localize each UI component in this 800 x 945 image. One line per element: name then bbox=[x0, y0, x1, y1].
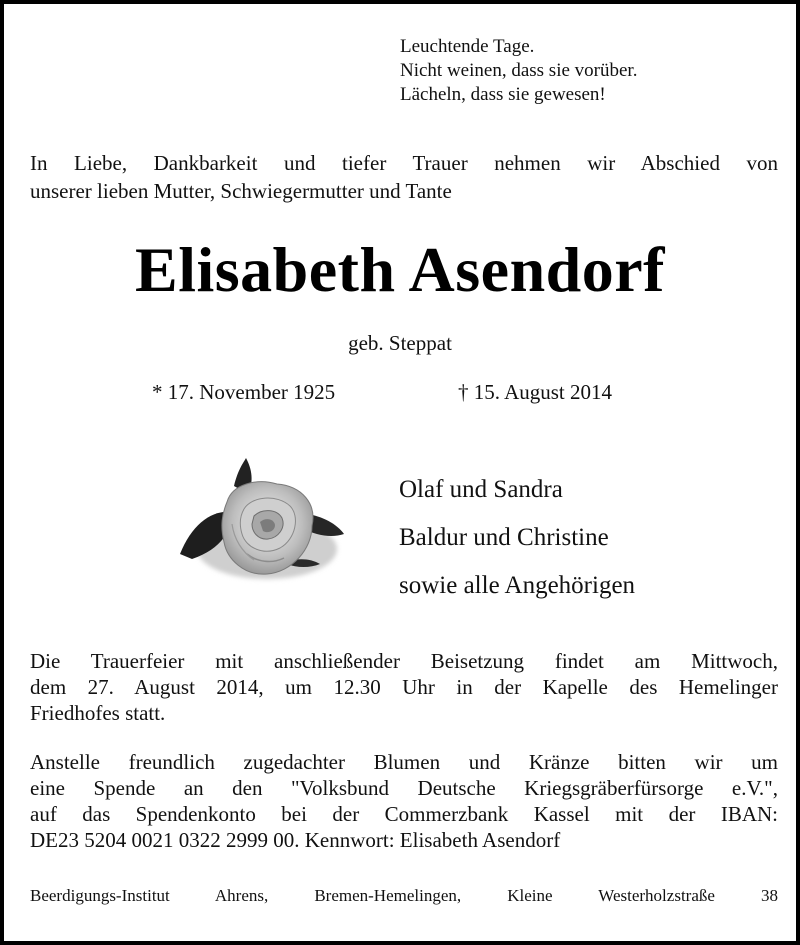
mourner-entry: Olaf und Sandra bbox=[399, 476, 563, 503]
ceremony-info bbox=[30, 648, 778, 726]
mourners-list bbox=[399, 466, 635, 610]
motto-line: Leuchtende Tage. bbox=[400, 36, 535, 57]
donation-line: eine Spende an den "Volksbund Deutsche Kriegsgräberfürsorge e.V.", bbox=[30, 776, 778, 800]
donation-line: auf das Spendenkonto bei der Commerzbank Kassel mit der IBAN: bbox=[30, 802, 778, 826]
funeral-home-footer: Beerdigungs-Institut Ahrens, Bremen-Hemelingen, Kleine Westerholzstraße 38 bbox=[30, 886, 778, 905]
motto-line: Nicht weinen, dass sie vorüber. bbox=[400, 60, 638, 81]
donation-info bbox=[30, 749, 778, 853]
donation-line: DE23 5204 0021 0322 2999 00. Kennwort: Elisabeth Asendorf bbox=[30, 828, 561, 852]
ceremony-line: Die Trauerfeier mit anschließender Beisetzung findet am Mittwoch, bbox=[30, 649, 778, 673]
intro-text bbox=[30, 149, 778, 205]
mourner-entry: Baldur und Christine bbox=[399, 524, 609, 551]
mourner-entry: sowie alle Angehörigen bbox=[399, 572, 636, 599]
maiden-name: geb. Steppat bbox=[348, 331, 452, 355]
motto-line: Lächeln, dass sie gewesen! bbox=[400, 84, 606, 105]
ceremony-line: dem 27. August 2014, um 12.30 Uhr in der Kapelle des Hemelinger bbox=[30, 675, 778, 699]
death-date: † 15. August 2014 bbox=[458, 380, 613, 404]
deceased-name: Elisabeth Asendorf bbox=[135, 234, 665, 305]
birth-date: * 17. November 1925 bbox=[152, 380, 336, 404]
intro-line: unserer lieben Mutter, Schwiegermutter und Tante bbox=[30, 179, 452, 203]
donation-line: Anstelle freundlich zugedachter Blumen und Kränze bitten wir um bbox=[30, 750, 778, 774]
intro-line: In Liebe, Dankbarkeit und tiefer Trauer nehmen wir Abschied von bbox=[30, 151, 778, 175]
rose-icon bbox=[172, 454, 352, 589]
motto-verse bbox=[400, 35, 637, 107]
ceremony-line: Friedhofes statt. bbox=[30, 701, 166, 725]
